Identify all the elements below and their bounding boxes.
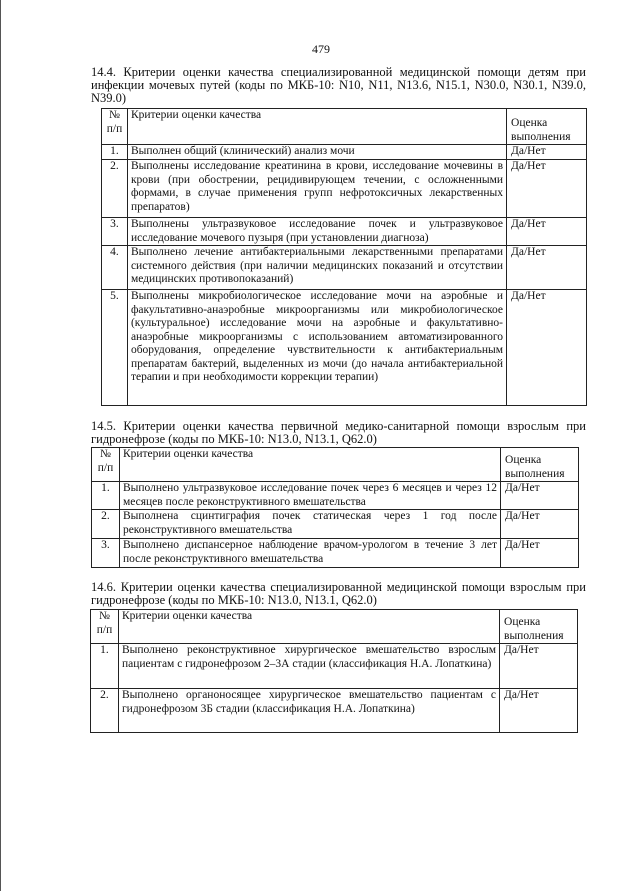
- table-row: [92, 539, 579, 568]
- row-result: Да/Нет: [501, 510, 579, 539]
- criteria-table-14-4: [101, 108, 587, 406]
- page-number: 479: [312, 42, 330, 56]
- row-criterion: Выполнена сцинтиграфия почек статическая через 1 год после реконструктивного вмешательства: [119, 510, 500, 539]
- header-num: № п/п: [92, 448, 120, 482]
- row-result: Да/Нет: [507, 290, 587, 406]
- header-result: Оценка выполнения: [501, 448, 579, 482]
- table-header-row: [92, 448, 579, 482]
- header-criterion: Критерии оценки качества: [119, 448, 500, 482]
- row-criterion: Выполнено органоносящее хирургическое вмешательство пациентам с гидронефрозом 3Б стадии (классификация Н.А. Лопаткина): [118, 689, 499, 733]
- row-num: 2.: [91, 689, 119, 733]
- header-criterion: Критерии оценки качества: [118, 610, 499, 644]
- row-result: Да/Нет: [501, 539, 579, 568]
- header-num: № п/п: [91, 610, 119, 644]
- table-row: [102, 246, 587, 290]
- row-num: 3.: [102, 218, 128, 246]
- header-result: Оценка выполнения: [500, 610, 578, 644]
- row-criterion: Выполнены исследование креатинина в крови, исследование мочевины в крови (при обострении, рецидивирующем течении, с осложненными формами, в случае применения групп нефротоксичных лекарственных препаратов): [127, 160, 506, 218]
- row-criterion: Выполнены ультразвуковое исследование почек и ультразвуковое исследование мочевого пузыря (при установлении диагноза): [127, 218, 506, 246]
- row-result: Да/Нет: [500, 689, 578, 733]
- row-result: Да/Нет: [507, 218, 587, 246]
- header-result: Оценка выполнения: [507, 109, 587, 145]
- row-num: 2.: [92, 510, 120, 539]
- criteria-table-14-5: [91, 447, 579, 568]
- header-criterion: Критерии оценки качества: [127, 109, 506, 145]
- row-criterion: Выполнено диспансерное наблюдение врачом-урологом в течение 3 лет после реконструктивного вмешательства: [119, 539, 500, 568]
- header-num: № п/п: [102, 109, 128, 145]
- row-result: Да/Нет: [507, 246, 587, 290]
- section-title-14-5: 14.5. Критерии оценки качества первичной медико-санитарной помощи взрослым при гидронефрозе (коды по МКБ-10: N13.0, N13.1, Q62.0): [91, 419, 586, 446]
- criteria-table-14-6: [90, 609, 578, 733]
- row-num: 2.: [102, 160, 128, 218]
- row-num: 1.: [102, 145, 128, 160]
- table-header-row: [102, 109, 587, 145]
- row-result: Да/Нет: [500, 644, 578, 689]
- row-num: 1.: [91, 644, 119, 689]
- table-header-row: [91, 610, 578, 644]
- table-row: [92, 482, 579, 510]
- row-result: Да/Нет: [507, 145, 587, 160]
- table-row: [102, 218, 587, 246]
- table-row: [102, 290, 587, 406]
- row-num: 5.: [102, 290, 128, 406]
- row-criterion: Выполнено ультразвуковое исследование почек через 6 месяцев и через 12 месяцев после реконструктивного вмешательства: [119, 482, 500, 510]
- table-row: [91, 644, 578, 689]
- table-row: [92, 510, 579, 539]
- row-criterion: Выполнено реконструктивное хирургическое вмешательство взрослым пациентам с гидронефрозом 2–3А стадии (классификация Н.А. Лопаткина): [118, 644, 499, 689]
- row-criterion: Выполнены микробиологическое исследование мочи на аэробные и факультативно-анаэробные микроорганизмы или микробиологическое (культуральное) исследование мочи на аэробные и факультативно-анаэробные микроорганизмы с использованием автоматизированного оборудования, определение чувствительности к антибактериальным препаратам бактерий, выделенных из мочи (до начала антибактериальной терапии и при необходимости коррекции терапии): [127, 290, 506, 406]
- row-num: 1.: [92, 482, 120, 510]
- row-num: 4.: [102, 246, 128, 290]
- section-title-14-4: 14.4. Критерии оценки качества специализированной медицинской помощи детям при инфекции мочевых путей (коды по МКБ-10: N10, N11, N13.6, N15.1, N30.0, N30.1, N39.0, N39.0): [91, 65, 586, 105]
- row-criterion: Выполнено лечение антибактериальными лекарственными препаратами системного действия (при наличии медицинских показаний и отсутствии медицинских противопоказаний): [127, 246, 506, 290]
- row-criterion: Выполнен общий (клинический) анализ мочи: [127, 145, 506, 160]
- row-num: 3.: [92, 539, 120, 568]
- table-row: [102, 160, 587, 218]
- section-title-14-6: 14.6. Критерии оценки качества специализированной медицинской помощи взрослым при гидронефрозе (коды по МКБ-10: N13.0, N13.1, Q62.0): [91, 580, 586, 607]
- row-result: Да/Нет: [507, 160, 587, 218]
- table-row: [102, 145, 587, 160]
- table-row: [91, 689, 578, 733]
- row-result: Да/Нет: [501, 482, 579, 510]
